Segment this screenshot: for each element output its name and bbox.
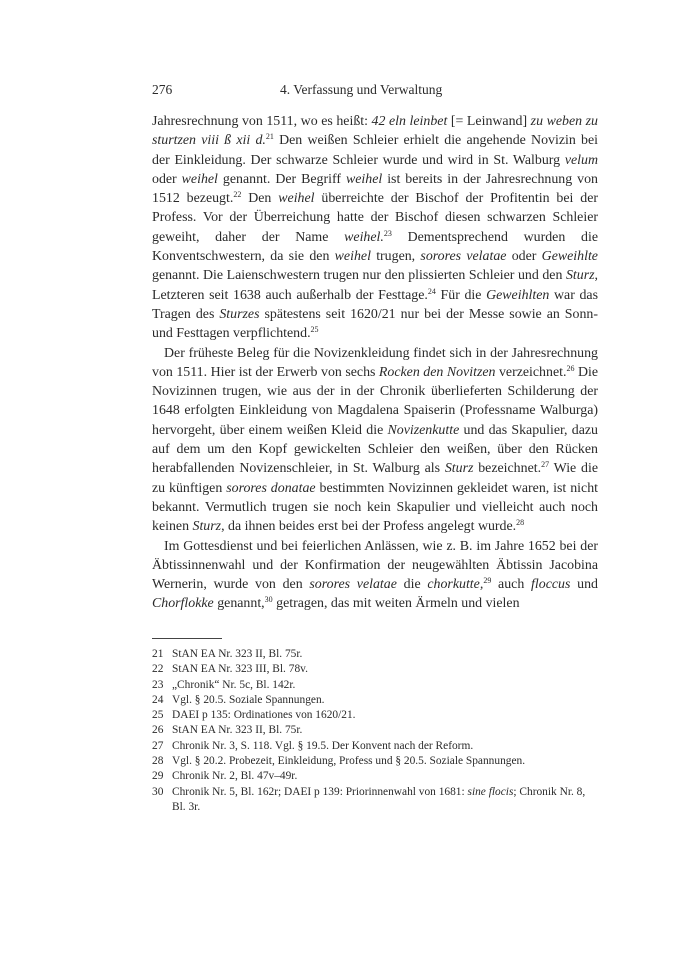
text-run: Wie die zu künftigen: [152, 461, 598, 496]
italic-text: floccus: [531, 577, 571, 593]
footnote-ref: 25: [310, 325, 319, 335]
text-run: , da ihnen beides erst bei der Profess angelegt wurde.: [221, 519, 517, 535]
italic-text: zu weben zu sturtzen viii ß xii d.: [152, 114, 598, 149]
italic-text: Geweihlte: [541, 249, 598, 265]
footnote-text: [172, 754, 598, 769]
text-run: auch: [491, 577, 532, 593]
text-run: getragen, das mit weiten Ärmeln und vielen: [272, 596, 520, 612]
footnote-ref: 27: [541, 460, 550, 470]
footnote: [152, 708, 598, 723]
footnote-number: 21: [152, 648, 164, 660]
text-run: Für die: [435, 287, 487, 303]
italic-text: velum: [564, 152, 598, 168]
footnote-number: 28: [152, 755, 164, 768]
text-run: StAN EA Nr. 323 II, Bl. 75r.: [172, 648, 303, 660]
italic-text: sorores velatae: [309, 577, 397, 593]
italic-text: weihel: [181, 171, 218, 187]
paragraph: [152, 112, 598, 344]
footnote: [152, 678, 598, 693]
italic-text: Sturz: [444, 461, 474, 477]
italic-text: 42 eln leinbet: [371, 114, 448, 129]
page-number: 276: [152, 82, 173, 97]
text-run: genannt,: [213, 596, 265, 612]
text-run: Im Gottesdienst und bei feierlichen Anlässen, wie z. B. im Jahre 1652 bei der Äbtissinnenwahl und der Konfirmation der neugewählten Äbtissin Jacobina Wernerin, wurde von den: [152, 538, 598, 593]
paragraph: [152, 537, 598, 614]
footnote-text: [172, 785, 598, 816]
text-run: Vgl. § 20.2. Probezeit, Einkleidung, Profess und § 20.5. Soziale Spannungen.: [172, 755, 526, 768]
italic-text: sorores velatae: [420, 249, 507, 265]
footnote-ref: 28: [516, 518, 525, 528]
text-run: Die Novizinnen trugen, wie aus der in der Chronik überlieferten Schilderung der 1648 erfolgten Einkleidung von Magdalena Spaiserin (Professname Walburga) hervorgeht, über einem weißen Kleid die: [152, 364, 599, 438]
footnote: [152, 723, 598, 738]
footnote-number: 27: [152, 739, 164, 752]
text-run: StAN EA Nr. 323 III, Bl. 78v.: [172, 663, 308, 676]
italic-text: Chorflokke: [152, 596, 214, 612]
italic-text: weihel: [334, 249, 371, 265]
footnote-text: [172, 662, 598, 677]
footnote-number: 29: [152, 770, 164, 783]
body-text: [152, 112, 598, 614]
text-run: Den: [241, 191, 279, 207]
italic-text: weihel.: [344, 229, 384, 245]
text-run: bestimmten Novizinnen gekleidet waren, ist nicht bekannt. Vermutlich trugen sie noch kein Skapulier und vielleicht auch noch keinen: [152, 480, 599, 535]
text-run: DAEI p 135: Ordinationes von 1620/21.: [172, 709, 356, 722]
footnote-ref: 24: [427, 286, 436, 296]
footnote-number: 23: [152, 678, 164, 691]
footnote: [152, 647, 598, 662]
footnote-text: [172, 769, 598, 784]
text-run: trugen,: [370, 249, 421, 265]
footnote-number: 30: [152, 785, 164, 798]
text-run: „Chronik“ Nr. 5c, Bl. 142r.: [172, 678, 296, 691]
italic-text: Novizenkutte: [387, 422, 460, 438]
italic-text: Rocken den Novitzen: [378, 364, 496, 380]
italic-text: sine flocis: [467, 785, 514, 798]
footnote-number: 24: [152, 693, 164, 706]
text-run: und: [570, 577, 598, 593]
text-run: [= Leinwand]: [447, 114, 531, 129]
italic-text: weihel: [345, 171, 383, 187]
text-run: die: [396, 577, 428, 593]
text-run: ; Chronik Nr. 8, Bl. 3r.: [172, 785, 586, 813]
text-run: oder: [506, 249, 542, 265]
italic-text: Geweihlten: [486, 287, 550, 303]
footnote-text: [172, 723, 598, 738]
text-run: verzeichnet.: [495, 364, 567, 380]
text-run: StAN EA Nr. 323 II, Bl. 75r.: [172, 724, 303, 737]
footnote-rule: [152, 638, 222, 639]
text-run: Den weißen Schleier erhielt die angehende Novizin bei der Einkleidung. Der schwarze Schleier wurde und wird in St. Walburg: [152, 133, 599, 168]
text-run: genannt. Der Begriff: [217, 171, 346, 187]
text-run: überreichte der Bischof der Profitentin bei der Profess. Vor der Überreichung hatte der Bischof diesen schwarzen Schleier geweiht, daher der Name: [152, 191, 598, 245]
text-run: Dementsprechend wurden die Konventschwestern, da sie den: [152, 229, 598, 265]
footnote-text: [172, 678, 598, 693]
text-run: Der früheste Beleg für die Novizenkleidung findet sich in der Jahresrechnung von 1511. Hier ist der Erwerb von sechs: [152, 345, 598, 380]
footnote-ref: 29: [483, 576, 492, 586]
footnote-text: [172, 739, 598, 754]
text-run: , Letzteren seit 1638 auch außerhalb der Festtage.: [152, 268, 598, 303]
text-run: war das Tragen des: [152, 287, 598, 322]
footnote: [152, 754, 598, 769]
italic-text: Sturz: [565, 268, 595, 284]
italic-text: Sturz: [192, 519, 222, 535]
footnote-text: [172, 708, 598, 723]
text-run: Chronik Nr. 2, Bl. 47v–49r.: [172, 770, 298, 783]
text-run: und das Skapulier, dazu auf dem um den Kopf gewickelten Schleier den weißen, über den Rücken herabfallenden Novizenschleier, in St. Walburg als: [152, 422, 598, 477]
footnote-number: 22: [152, 663, 164, 676]
running-head: 4. Verfassung und Verwaltung: [280, 82, 443, 97]
page-header: [152, 82, 598, 102]
text-run: oder: [152, 171, 182, 187]
text-run: Chronik Nr. 3, S. 118. Vgl. § 19.5. Der Konvent nach der Reform.: [172, 739, 474, 752]
footnote-number: 26: [152, 724, 164, 737]
footnote-number: 25: [152, 709, 164, 722]
footnote: [152, 785, 598, 816]
footnote-text: [172, 647, 598, 662]
footnote: [152, 769, 598, 784]
footnote-ref: 21: [265, 132, 274, 142]
text-run: Chronik Nr. 5, Bl. 162r; DAEI p 139: Priorinnenwahl von 1681:: [172, 785, 468, 798]
italic-text: weihel: [278, 191, 315, 207]
footnote: [152, 693, 598, 708]
italic-text: sorores donatae: [226, 480, 316, 496]
text-run: bezeichnet.: [473, 461, 542, 477]
text-run: ist bereits in der Jahresrechnung von 1512 bezeugt.: [152, 171, 598, 207]
text-run: Jahresrechnung von 1511, wo es heißt:: [152, 114, 372, 129]
paragraph: [152, 344, 598, 537]
footnote-ref: 30: [264, 595, 273, 605]
text-run: Vgl. § 20.5. Soziale Spannungen.: [172, 693, 325, 706]
footnote-ref: 26: [566, 363, 575, 373]
text-run: spätestens seit 1620/21 nur bei der Messe sowie an Sonn- und Festtagen verpflichtend.: [152, 306, 598, 342]
footnotes: [152, 647, 598, 815]
footnote-text: [172, 693, 598, 708]
footnote: [152, 739, 598, 754]
text-run: genannt. Die Laienschwestern trugen nur den plissierten Schleier und den: [152, 268, 566, 284]
footnote-ref: 23: [383, 228, 392, 238]
italic-text: chorkutte,: [427, 577, 484, 593]
footnote-ref: 22: [233, 190, 242, 200]
italic-text: Sturzes: [219, 306, 260, 322]
footnote: [152, 662, 598, 677]
